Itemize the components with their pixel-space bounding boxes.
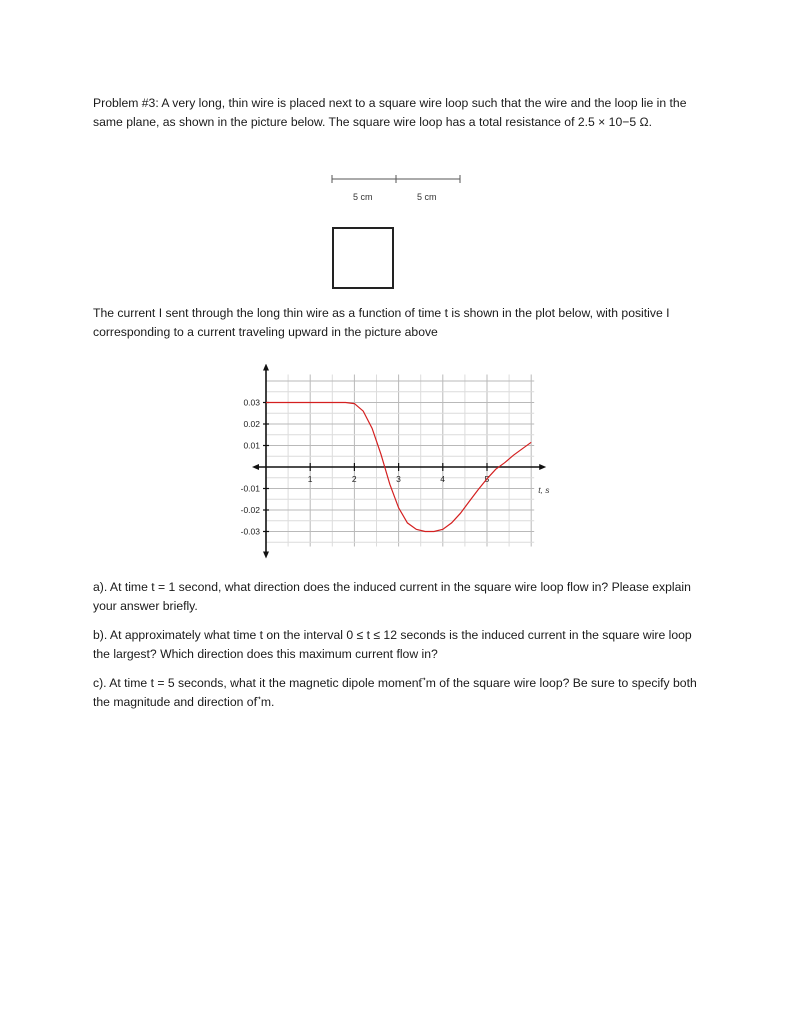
y-tick-label: -0.03 (240, 526, 260, 537)
y-axis-arrow-up (263, 364, 269, 371)
plot-grid (266, 375, 534, 547)
x-axis-arrow-right (539, 464, 546, 470)
x-tick-label: 5 (484, 474, 490, 484)
current-description: The current I sent through the long thin wire as a function of time t is shown in the plot below, with positive I corresponding to a current traveling upward in the picture above (93, 306, 670, 339)
x-tick-label: 3 (396, 474, 401, 484)
square-wire-loop (332, 227, 394, 289)
y-tick-label: 0.01 (243, 440, 260, 451)
y-tick-label: 0.02 (243, 419, 260, 429)
y-tick-label: -0.02 (240, 505, 260, 515)
problem-intro: Problem #3: A very long, thin wire is placed next to a square wire loop such that the wire and the loop lie in the same plane, as shown in the picture below. The square wire loop has a total resistance of 2.5 × 10−5 Ω. (93, 96, 687, 129)
x-tick-label: 4 (440, 474, 446, 484)
y-tick-label: -0.01 (240, 483, 260, 494)
y-axis-arrow-down (263, 552, 269, 559)
x-axis-label: t, s (538, 485, 550, 495)
scale-bar (330, 172, 464, 186)
y-tick-label: 0.03 (243, 397, 260, 408)
x-tick-label: 1 (307, 474, 313, 484)
scale-label-right: 5 cm (417, 192, 437, 202)
question-a: a). At time t = 1 second, what direction does the induced current in the square wire loop flow in? Please explain your answer briefly. (93, 580, 691, 613)
x-tick-label: 2 (351, 474, 357, 484)
x-axis-arrow-left (252, 464, 259, 470)
scale-label-left: 5 cm (353, 192, 373, 202)
question-b: b). At approximately what time t on the interval 0 ≤ t ≤ 12 seconds is the induced current in the square wire loop the largest? Which direction does this maximum current flow in? (93, 628, 692, 661)
current-vs-time-plot (228, 364, 568, 574)
question-c: c). At time t = 5 seconds, what it the magnetic dipole moment ⃗m of the square wire loop? Be sure to specify both the magnitude and direction of ⃗m. (93, 676, 697, 709)
